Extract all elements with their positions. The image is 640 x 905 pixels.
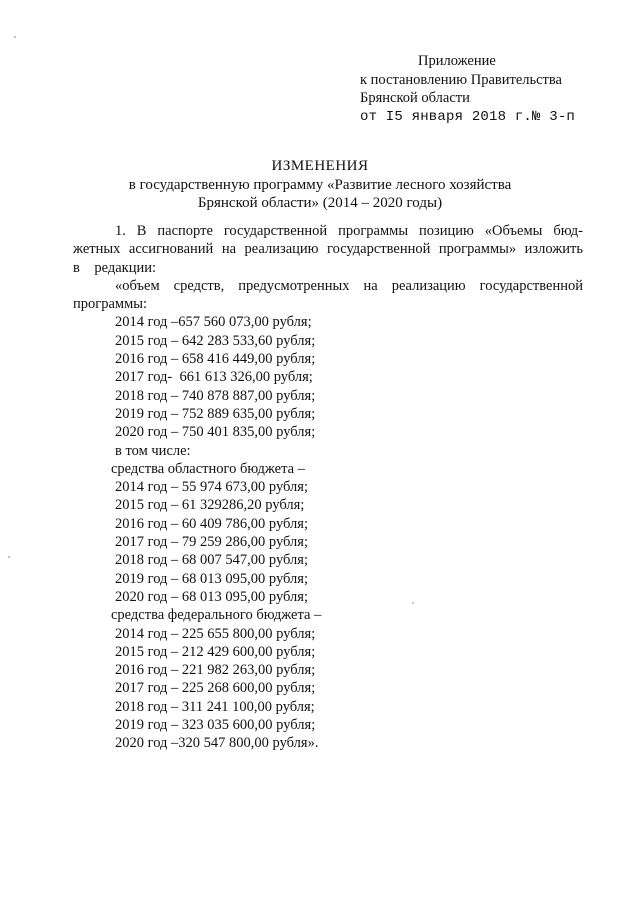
list-item: 2017 год – 79 259 286,00 рубля;	[115, 534, 308, 551]
appendix-date: от I5 января 2018 г.№ 3-п	[360, 108, 576, 125]
document-title	[0, 157, 640, 213]
list-item: 2019 год – 68 013 095,00 рубля;	[115, 570, 308, 587]
appendix-block	[360, 52, 575, 126]
list-item: 2017 год – 225 268 600,00 рубля;	[115, 680, 316, 697]
federal-header: средства федерального бюджета –	[111, 607, 322, 624]
regional-funding-items	[115, 478, 583, 606]
title-line-3: Брянской области» (2014 – 2020 годы)	[197, 195, 443, 211]
list-item: 2014 год – 225 655 800,00 рубля;	[115, 625, 316, 642]
regional-header: средства областного бюджета –	[111, 460, 305, 477]
list-item: 2019 год – 323 035 600,00 рубля;	[115, 717, 316, 734]
quote-paragraph	[73, 277, 583, 314]
list-item: 2017 год- 661 613 326,00 рубля;	[115, 369, 313, 386]
quote-line-1: «объем средств, предусмотренных на реализацию государственной	[115, 277, 583, 294]
list-item: 2015 год – 61 329286,20 рубля;	[115, 497, 305, 514]
list-item: 2020 год – 68 013 095,00 рубля;	[115, 588, 308, 605]
list-item: 2018 год – 311 241 100,00 рубля;	[115, 698, 315, 715]
title-heading: ИЗМЕНЕНИЯ	[271, 158, 369, 174]
list-item: 2014 год – 55 974 673,00 рубля;	[115, 479, 308, 496]
list-item: 2016 год – 60 409 786,00 рубля;	[115, 515, 308, 532]
list-item: 2015 год – 642 283 533,60 рубля;	[115, 332, 316, 349]
federal-funding-list	[111, 606, 583, 624]
paragraph-1-line-3: в редакции:	[73, 259, 157, 276]
paragraph-1	[73, 222, 583, 277]
title-line-2: в государственную программу «Развитие лесного хозяйства	[128, 176, 512, 193]
list-item: 2016 год – 658 416 449,00 рубля;	[115, 351, 316, 368]
document-body	[73, 222, 583, 753]
paragraph-1-line-1: 1. В паспорте государственной программы позицию «Объемы бюд-	[115, 223, 583, 239]
appendix-resolution: к постановлению Правительства	[360, 71, 562, 88]
list-item: 2014 год –657 560 073,00 рубля;	[115, 314, 312, 331]
list-item: 2015 год – 212 429 600,00 рубля;	[115, 643, 316, 660]
list-item: 2018 год – 68 007 547,00 рубля;	[115, 552, 308, 569]
list-item: 2019 год – 752 889 635,00 рубля;	[115, 405, 316, 422]
appendix-region: Брянской области	[360, 90, 470, 106]
scan-speck	[8, 556, 10, 558]
federal-funding-items	[115, 625, 583, 753]
paragraph-1-line-2: жетных ассигнований на реализацию государственной программы» изложить	[73, 241, 583, 258]
quote-line-2: программы:	[73, 296, 148, 313]
scan-speck	[14, 36, 16, 38]
including-label: в том числе:	[115, 442, 191, 459]
appendix-title: Приложение	[418, 53, 496, 69]
list-item: 2020 год –320 547 800,00 рубля».	[115, 735, 319, 752]
regional-funding-list	[111, 460, 583, 478]
list-item: 2016 год – 221 982 263,00 рубля;	[115, 662, 316, 679]
list-item: 2020 год – 750 401 835,00 рубля;	[115, 424, 316, 441]
list-item: 2018 год – 740 878 887,00 рубля;	[115, 387, 316, 404]
total-funding-list	[115, 313, 583, 459]
